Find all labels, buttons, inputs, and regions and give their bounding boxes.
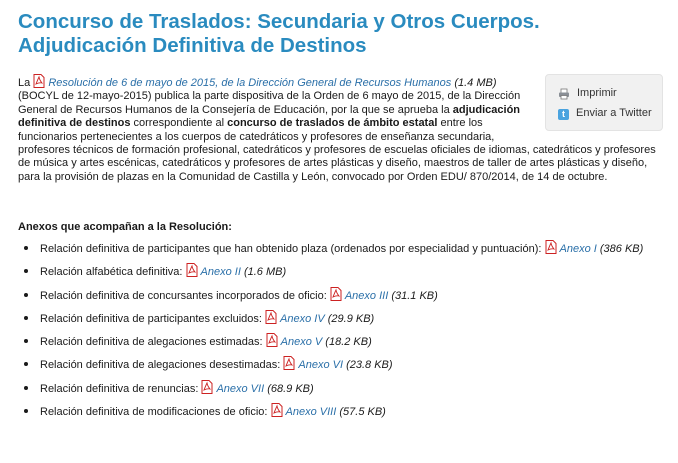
- print-label: Imprimir: [577, 87, 617, 100]
- pdf-icon: [283, 356, 295, 370]
- list-item: [18, 356, 668, 379]
- annex-description: Relación definitiva de alegaciones desestimadas:: [40, 359, 281, 372]
- pdf-icon: [266, 333, 278, 347]
- resolution-size: (1.4 MB): [454, 77, 497, 89]
- list-item: [18, 403, 668, 426]
- pdf-icon: [186, 263, 198, 277]
- list-item: [18, 380, 668, 403]
- list-item: [18, 240, 668, 263]
- annex-size: (57.5 KB): [339, 406, 386, 419]
- annex-size: (31.1 KB): [391, 289, 438, 302]
- annex-link[interactable]: Anexo VIII: [285, 406, 337, 419]
- pdf-icon: [545, 240, 557, 254]
- print-button[interactable]: [558, 84, 662, 104]
- annex-description: Relación definitiva de participantes que han obtenido plaza (ordenados por especialidad y puntuación):: [40, 243, 542, 255]
- annex-link[interactable]: Anexo V: [280, 336, 323, 349]
- annex-size: (18.2 KB): [325, 336, 372, 349]
- annex-link[interactable]: Anexo III: [344, 289, 389, 302]
- intro-text-2: correspondiente al: [133, 117, 225, 130]
- annex-description: Relación definitiva de participantes excluidos:: [40, 312, 262, 325]
- intro-bold-2: concurso de traslados de ámbito estatal: [227, 117, 438, 130]
- annex-size: (29.9 KB): [327, 312, 375, 325]
- annex-size: (23.8 KB): [346, 359, 393, 372]
- twitter-icon: t: [558, 109, 569, 120]
- pdf-icon: [330, 287, 342, 301]
- intro-bold-1: adjudicación definitiva de destinos: [18, 103, 521, 130]
- pdf-icon: [201, 380, 213, 394]
- annex-list: [18, 240, 668, 426]
- page-title: Concurso de Traslados: Secundaria y Otros Cuerpos. Adjudicación Definitiva de Destinos: [18, 10, 540, 57]
- intro-prefix: La: [18, 77, 31, 89]
- intro-text-3: entre los funcionarios pertenecientes a los cuerpos de catedráticos y profesores de enseñanza secundaria, profesores técnicos de formación profesional, catedráticos y profesores de escuelas oficiales de idiomas, catedráticos y profesores de música y artes escénicas, catedráticos y profesores de artes plásticas y diseño, maestros de taller de artes plásticas y diseño, para la provisión de plazas en la Comunidad de Castilla y León, convocado por Orden EDU/ 870/2014, de 14 de octubre.: [18, 117, 656, 183]
- annex-link[interactable]: Anexo VII: [216, 382, 265, 395]
- annex-description: Relación definitiva de modificaciones de oficio:: [40, 406, 268, 419]
- share-box: [545, 74, 663, 131]
- annex-link[interactable]: Anexo IV: [280, 312, 325, 325]
- list-item: [18, 310, 668, 333]
- annexes-heading: Anexos que acompañan a la Resolución:: [18, 221, 232, 233]
- annex-link[interactable]: Anexo I: [559, 243, 597, 255]
- annex-link[interactable]: Anexo VI: [298, 359, 344, 372]
- list-item: [18, 263, 668, 286]
- pdf-icon: [33, 74, 45, 88]
- annex-size: (386 KB): [599, 243, 644, 255]
- annex-description: Relación definitiva de alegaciones estimadas:: [40, 336, 263, 349]
- intro-text-1: (BOCYL de 12-mayo-2015) publica la parte dispositiva de la Orden de 6 mayo de 2015, de la Dirección General de Recursos Humanos de la Consejería de Educación, por la que se aprueba la: [18, 90, 521, 116]
- resolution-link[interactable]: Resolución de 6 de mayo de 2015, de la Dirección General de Recursos Humanos: [48, 77, 452, 89]
- annex-size: (1.6 MB): [243, 266, 287, 279]
- intro-paragraph: [18, 74, 663, 184]
- twitter-label: Enviar a Twitter: [576, 107, 652, 120]
- list-item: [18, 287, 668, 310]
- annex-description: Relación definitiva de concursantes incorporados de oficio:: [40, 289, 327, 302]
- annex-link[interactable]: Anexo II: [200, 266, 241, 279]
- print-icon: [558, 88, 570, 100]
- pdf-icon: [271, 403, 283, 417]
- pdf-icon: [265, 310, 277, 324]
- annex-description: Relación definitiva de renuncias:: [40, 382, 199, 395]
- annex-size: (68.9 KB): [267, 382, 314, 395]
- list-item: [18, 333, 668, 356]
- twitter-button[interactable]: [558, 104, 662, 124]
- annex-description: Relación alfabética definitiva:: [40, 266, 183, 279]
